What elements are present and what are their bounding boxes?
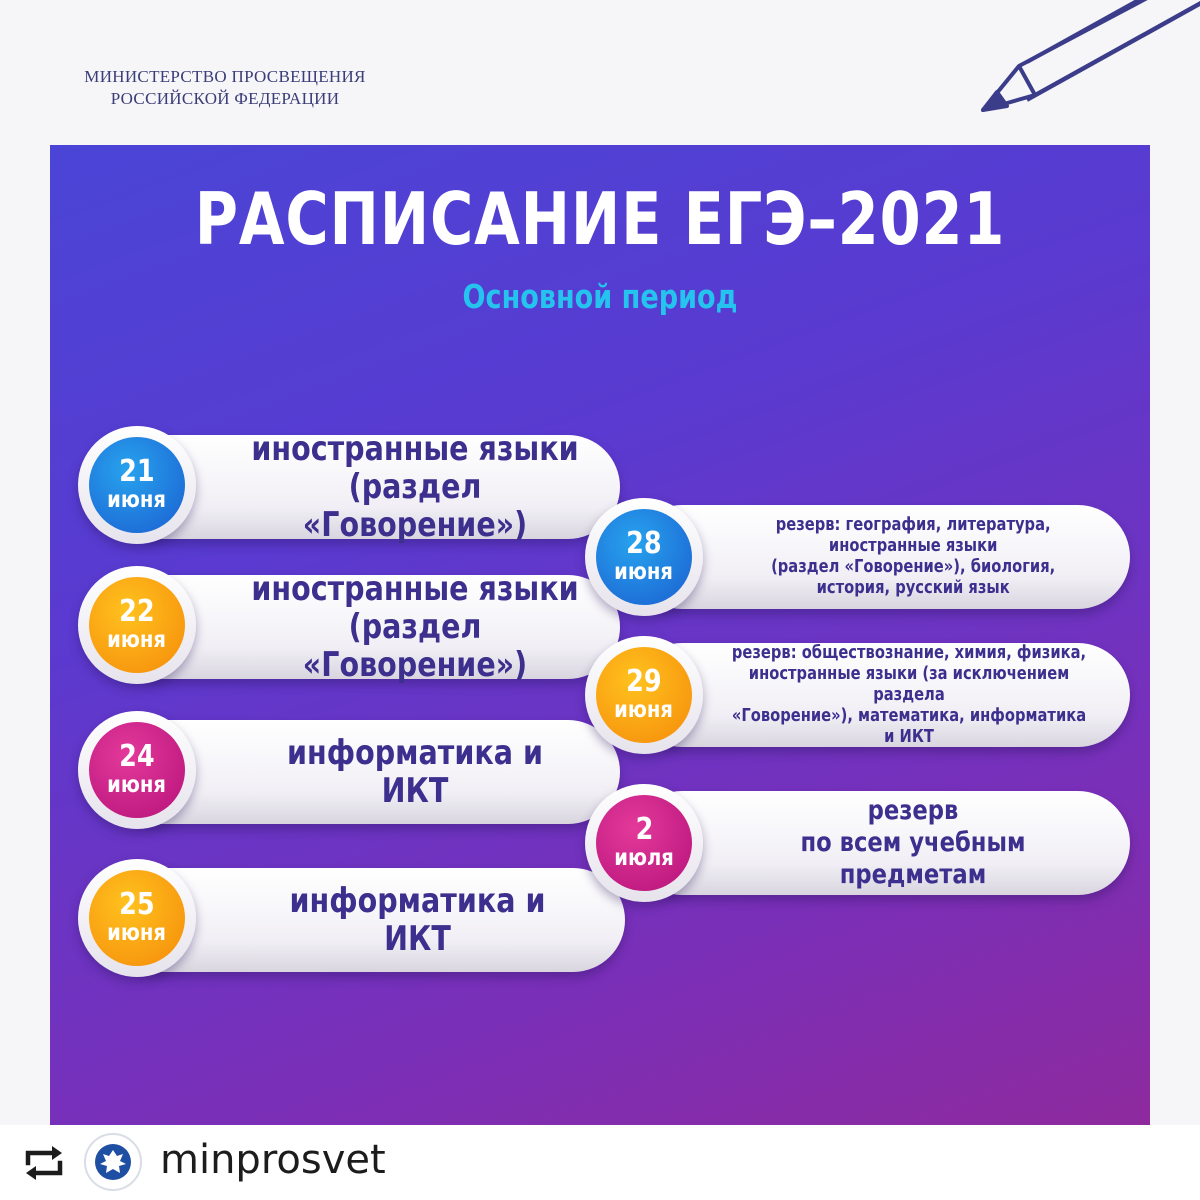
date-month: июня bbox=[107, 919, 167, 946]
date-badge bbox=[78, 426, 196, 544]
exam-subject-text: иностранные языки (раздел «Говорение») bbox=[251, 429, 579, 545]
date-month: июля bbox=[614, 844, 674, 871]
ministry-emblem-icon bbox=[93, 1142, 133, 1182]
exam-subject-text: информатика и ИКТ bbox=[287, 733, 543, 811]
date-month: июня bbox=[107, 626, 167, 653]
exam-subject-text: резерв: география, литература, иностранные языки (раздел «Говорение»), биология, история, русский язык bbox=[770, 515, 1056, 598]
exam-entry-pill bbox=[630, 505, 1130, 609]
date-day: 28 bbox=[626, 525, 662, 561]
ministry-line-1: МИНИСТЕРСТВО ПРОСВЕЩЕНИЯ bbox=[84, 67, 366, 86]
pencil-icon bbox=[975, 0, 1200, 125]
date-day: 24 bbox=[119, 738, 155, 774]
date-day: 29 bbox=[626, 663, 662, 699]
date-month: июня bbox=[614, 696, 674, 723]
poster-title: РАСПИСАНИЕ ЕГЭ–2021 bbox=[194, 177, 1006, 261]
exam-subject-text: иностранные языки (раздел «Говорение») bbox=[251, 569, 579, 685]
ministry-line-2: РОССИЙСКОЙ ФЕДЕРАЦИИ bbox=[110, 89, 340, 108]
exam-subject-text: резерв по всем учебным предметам bbox=[800, 795, 1026, 890]
date-month: июня bbox=[614, 558, 674, 585]
ministry-name bbox=[60, 66, 390, 110]
date-badge bbox=[78, 711, 196, 829]
poster-subtitle: Основной период bbox=[462, 277, 738, 316]
date-day: 2 bbox=[635, 811, 653, 847]
schedule-poster bbox=[50, 145, 1150, 1125]
exam-entry-pill bbox=[630, 791, 1130, 895]
date-badge bbox=[585, 498, 703, 616]
date-month: июня bbox=[107, 771, 167, 798]
repost-icon[interactable] bbox=[22, 1143, 66, 1183]
exam-subject-text: информатика и ИКТ bbox=[289, 881, 546, 959]
account-username[interactable]: minprosvet bbox=[160, 1137, 386, 1183]
date-day: 22 bbox=[119, 593, 155, 629]
exam-subject-text: резерв: обществознание, химия, физика, иностранные языки (за исключением раздела «Говорение»), математика, информатика и ИКТ bbox=[731, 642, 1087, 747]
exam-entry-pill bbox=[630, 643, 1130, 747]
date-badge bbox=[78, 859, 196, 977]
date-badge bbox=[585, 784, 703, 902]
date-month: июня bbox=[107, 486, 167, 513]
repost-footer bbox=[0, 1125, 1200, 1200]
date-badge bbox=[78, 566, 196, 684]
date-badge bbox=[585, 636, 703, 754]
date-day: 25 bbox=[119, 886, 155, 922]
date-day: 21 bbox=[119, 453, 155, 489]
avatar[interactable] bbox=[84, 1133, 142, 1191]
